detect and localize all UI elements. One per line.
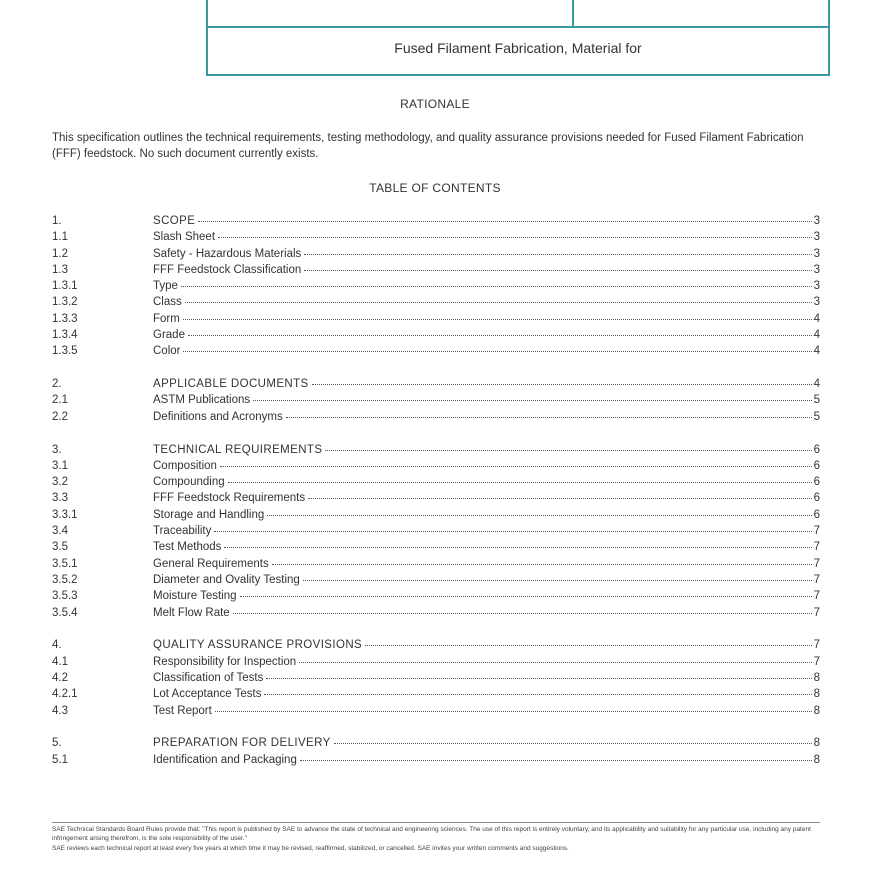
toc-entry[interactable] — [52, 392, 820, 408]
toc-entry-label: APPLICABLE DOCUMENTS — [153, 378, 309, 391]
toc-entry-label: Color — [153, 345, 181, 358]
toc-entry[interactable] — [52, 327, 820, 343]
toc-entry-label: Definitions and Acronyms — [153, 410, 283, 423]
toc-dot-leader — [334, 743, 812, 744]
toc-entry-page: 6 — [813, 492, 820, 505]
toc-dot-leader — [218, 237, 812, 238]
toc-dot-leader — [215, 711, 812, 712]
toc-entry[interactable] — [52, 686, 820, 702]
toc-entry-page: 8 — [813, 753, 820, 766]
toc-entry-page: 8 — [813, 688, 820, 701]
toc-dot-leader — [308, 498, 811, 499]
toc-entry-label: Test Report — [153, 704, 212, 717]
toc-entry[interactable] — [52, 490, 820, 506]
toc-entry-body — [153, 213, 820, 229]
toc-entry[interactable] — [52, 539, 820, 555]
toc-entry-body — [153, 703, 820, 719]
toc-entry-body — [153, 294, 820, 310]
toc-entry-number: 4. — [52, 639, 62, 652]
toc-entry-number: 3.3.1 — [52, 508, 78, 521]
toc-entry-body — [153, 507, 820, 523]
toc-entry-label: Safety - Hazardous Materials — [153, 247, 302, 260]
toc-entry[interactable] — [52, 735, 820, 751]
toc-entry-body — [153, 523, 820, 539]
toc-entry-body — [153, 442, 820, 458]
toc-dot-leader — [185, 302, 812, 303]
toc-entry-body — [153, 735, 820, 751]
toc-entry-number: 1.1 — [52, 231, 68, 244]
toc-entry-body — [153, 392, 820, 408]
toc-entry-number: 3.5 — [52, 541, 68, 554]
toc-entry-body — [153, 376, 820, 392]
toc-entry[interactable] — [52, 507, 820, 523]
toc-entry-number: 2.2 — [52, 410, 68, 423]
toc-dot-leader — [365, 645, 811, 646]
footer-notice-line-2: SAE reviews each technical report at least every five years at which time it may be revised, reaffirmed, stabilized, or cancelled. SAE invites your written comments and suggestions. — [52, 845, 569, 853]
toc-entry-page: 3 — [813, 215, 820, 227]
table-of-contents — [52, 213, 820, 784]
toc-entry-label: ASTM Publications — [153, 394, 251, 407]
toc-dot-leader — [214, 531, 811, 532]
footer-notice — [52, 826, 820, 856]
toc-entry[interactable] — [52, 654, 820, 670]
toc-entry-page: 6 — [813, 508, 820, 521]
toc-entry-body — [153, 490, 820, 506]
toc-entry-page: 8 — [813, 704, 820, 717]
toc-entry-number: 5. — [52, 737, 62, 750]
toc-dot-leader — [228, 482, 812, 483]
toc-dot-leader — [304, 270, 811, 271]
document-title: Fused Filament Fabrication, Material for — [394, 40, 642, 56]
toc-entry-body — [153, 409, 820, 425]
toc-entry-label: Test Methods — [153, 541, 222, 554]
toc-entry-label: Melt Flow Rate — [153, 606, 230, 619]
toc-entry[interactable] — [52, 442, 820, 458]
toc-entry-body — [153, 686, 820, 702]
toc-section-group — [52, 213, 820, 360]
toc-entry[interactable] — [52, 343, 820, 359]
toc-dot-leader — [304, 254, 811, 255]
toc-entry-number: 1.3 — [52, 263, 68, 276]
toc-entry-body — [153, 246, 820, 262]
toc-section-group — [52, 442, 820, 621]
toc-entry-number: 4.1 — [52, 655, 68, 668]
toc-entry-label: Composition — [153, 459, 217, 472]
toc-dot-leader — [272, 564, 812, 565]
toc-entry-page: 3 — [813, 296, 820, 309]
toc-entry[interactable] — [52, 409, 820, 425]
toc-entry-body — [153, 670, 820, 686]
toc-entry-label: Responsibility for Inspection — [153, 655, 297, 668]
toc-entry-body — [153, 654, 820, 670]
document-title-box — [206, 0, 830, 76]
toc-entry[interactable] — [52, 474, 820, 490]
toc-dot-leader — [264, 694, 811, 695]
toc-entry-page: 5 — [813, 394, 820, 407]
toc-entry[interactable] — [52, 605, 820, 621]
toc-dot-leader — [183, 319, 812, 320]
toc-section-group — [52, 637, 820, 718]
toc-dot-leader — [224, 547, 811, 548]
toc-entry-body — [153, 572, 820, 588]
toc-heading: TABLE OF CONTENTS — [369, 181, 501, 195]
toc-entry[interactable] — [52, 670, 820, 686]
toc-entry-number: 3.5.2 — [52, 573, 78, 586]
toc-dot-leader — [188, 335, 812, 336]
toc-dot-leader — [183, 351, 811, 352]
toc-entry[interactable] — [52, 294, 820, 310]
toc-dot-leader — [325, 450, 811, 451]
toc-entry-page: 8 — [813, 737, 820, 750]
toc-entry[interactable] — [52, 376, 820, 392]
toc-dot-leader — [312, 384, 812, 385]
toc-entry[interactable] — [52, 588, 820, 604]
toc-entry-page: 7 — [813, 590, 820, 603]
toc-entry[interactable] — [52, 703, 820, 719]
toc-entry-body — [153, 752, 820, 768]
toc-entry-label: SCOPE — [153, 215, 196, 227]
toc-entry[interactable] — [52, 637, 820, 653]
toc-dot-leader — [220, 466, 812, 467]
toc-entry-number: 1.3.4 — [52, 329, 78, 342]
toc-entry-label: FFF Feedstock Requirements — [153, 492, 306, 505]
toc-entry-number: 5.1 — [52, 753, 68, 766]
toc-entry-page: 3 — [813, 231, 820, 244]
toc-entry-page: 6 — [813, 443, 820, 456]
toc-entry-label: General Requirements — [153, 557, 269, 570]
toc-entry-number: 3.5.3 — [52, 590, 78, 603]
toc-entry-label: Form — [153, 312, 180, 325]
toc-entry-page: 7 — [813, 541, 820, 554]
toc-dot-leader — [300, 760, 812, 761]
toc-entry-page: 7 — [813, 606, 820, 619]
toc-dot-leader — [198, 221, 811, 222]
toc-entry-page: 4 — [813, 329, 820, 342]
toc-entry[interactable] — [52, 229, 820, 245]
toc-entry-body — [153, 556, 820, 572]
toc-entry-body — [153, 474, 820, 490]
toc-entry-label: Storage and Handling — [153, 508, 265, 521]
toc-entry-body — [153, 343, 820, 359]
toc-dot-leader — [267, 515, 811, 516]
toc-entry-page: 4 — [813, 378, 820, 391]
toc-entry[interactable] — [52, 458, 820, 474]
toc-entry-label: Traceability — [153, 525, 212, 538]
toc-entry[interactable] — [52, 572, 820, 588]
rationale-text: This specification outlines the technical requirements, testing methodology, and quality assurance provisions needed for Fused Filament Fabrication (FFF) feedstock. No such document currently exists. — [52, 132, 804, 160]
toc-entry-body — [153, 311, 820, 327]
footer-divider — [52, 822, 820, 823]
toc-entry-number: 1.3.1 — [52, 280, 78, 293]
toc-entry-label: Grade — [153, 329, 185, 342]
toc-entry-number: 4.3 — [52, 704, 68, 717]
toc-entry-label: Identification and Packaging — [153, 753, 297, 766]
toc-entry-number: 1.3.5 — [52, 345, 78, 358]
toc-entry-page: 3 — [813, 263, 820, 276]
toc-entry-page: 6 — [813, 476, 820, 489]
toc-entry-page: 7 — [813, 639, 820, 652]
toc-entry-label: PREPARATION FOR DELIVERY — [153, 737, 331, 750]
footer-notice-line-1: SAE Technical Standards Board Rules provide that: "This report is published by SAE to advance the state of technical and engineering sciences. The use of this report is entirely voluntary, and its applicability and suitability for any particular use, including any patent infringement arising therefrom, is the sole responsibility of the user." — [52, 826, 811, 842]
toc-entry-number: 2. — [52, 378, 62, 391]
toc-section-group — [52, 376, 820, 425]
toc-entry-number: 1.3.3 — [52, 312, 78, 325]
toc-dot-leader — [233, 613, 812, 614]
toc-entry-body — [153, 637, 820, 653]
toc-entry-number: 3.2 — [52, 476, 68, 489]
toc-entry-body — [153, 458, 820, 474]
toc-entry[interactable] — [52, 213, 820, 229]
toc-entry[interactable] — [52, 262, 820, 278]
toc-entry-page: 5 — [813, 410, 820, 423]
toc-entry-label: Class — [153, 296, 182, 309]
toc-entry-page: 7 — [813, 557, 820, 570]
toc-entry-label: Type — [153, 280, 178, 293]
toc-section-group — [52, 735, 820, 768]
toc-entry-label: QUALITY ASSURANCE PROVISIONS — [153, 639, 363, 652]
toc-entry-body — [153, 588, 820, 604]
toc-entry-number: 2.1 — [52, 394, 68, 407]
toc-entry[interactable] — [52, 278, 820, 294]
toc-dot-leader — [303, 580, 812, 581]
toc-entry-number: 3.3 — [52, 492, 68, 505]
toc-entry-number: 1.3.2 — [52, 296, 78, 309]
toc-entry-number: 1.2 — [52, 247, 68, 260]
toc-entry-number: 1. — [52, 215, 62, 227]
toc-entry-number: 3.5.1 — [52, 557, 78, 570]
toc-entry-body — [153, 262, 820, 278]
toc-entry-body — [153, 229, 820, 245]
toc-entry-body — [153, 539, 820, 555]
toc-entry-label: Moisture Testing — [153, 590, 237, 603]
toc-entry-number: 4.2 — [52, 671, 68, 684]
toc-entry-label: TECHNICAL REQUIREMENTS — [153, 443, 323, 456]
toc-entry[interactable] — [52, 523, 820, 539]
toc-entry-body — [153, 605, 820, 621]
toc-entry-body — [153, 327, 820, 343]
toc-entry-page: 6 — [813, 459, 820, 472]
toc-entry-page: 4 — [813, 312, 820, 325]
toc-entry-label: Compounding — [153, 476, 225, 489]
rationale-heading: RATIONALE — [400, 97, 470, 111]
toc-entry[interactable] — [52, 246, 820, 262]
toc-entry-number: 3.5.4 — [52, 606, 78, 619]
toc-entry-number: 3.4 — [52, 525, 68, 538]
toc-entry[interactable] — [52, 311, 820, 327]
toc-entry-page: 4 — [813, 345, 820, 358]
toc-entry-label: FFF Feedstock Classification — [153, 263, 302, 276]
toc-entry-number: 4.2.1 — [52, 688, 78, 701]
toc-dot-leader — [286, 417, 812, 418]
toc-entry-body — [153, 278, 820, 294]
title-box-divider — [572, 0, 574, 26]
toc-entry-label: Slash Sheet — [153, 231, 216, 244]
toc-dot-leader — [240, 596, 812, 597]
toc-entry-label: Diameter and Ovality Testing — [153, 573, 300, 586]
title-box-top-row — [208, 0, 828, 28]
toc-entry-page: 7 — [813, 655, 820, 668]
toc-entry-label: Lot Acceptance Tests — [153, 688, 262, 701]
toc-entry-number: 3.1 — [52, 459, 68, 472]
toc-entry[interactable] — [52, 752, 820, 768]
toc-entry-label: Classification of Tests — [153, 671, 264, 684]
toc-entry-page: 7 — [813, 525, 820, 538]
toc-dot-leader — [181, 286, 812, 287]
toc-entry-page: 7 — [813, 573, 820, 586]
toc-entry-page: 3 — [813, 280, 820, 293]
toc-entry-number: 3. — [52, 443, 62, 456]
toc-entry[interactable] — [52, 556, 820, 572]
toc-dot-leader — [299, 662, 811, 663]
toc-dot-leader — [253, 400, 811, 401]
toc-dot-leader — [266, 678, 811, 679]
toc-entry-page: 8 — [813, 671, 820, 684]
toc-entry-page: 3 — [813, 247, 820, 260]
